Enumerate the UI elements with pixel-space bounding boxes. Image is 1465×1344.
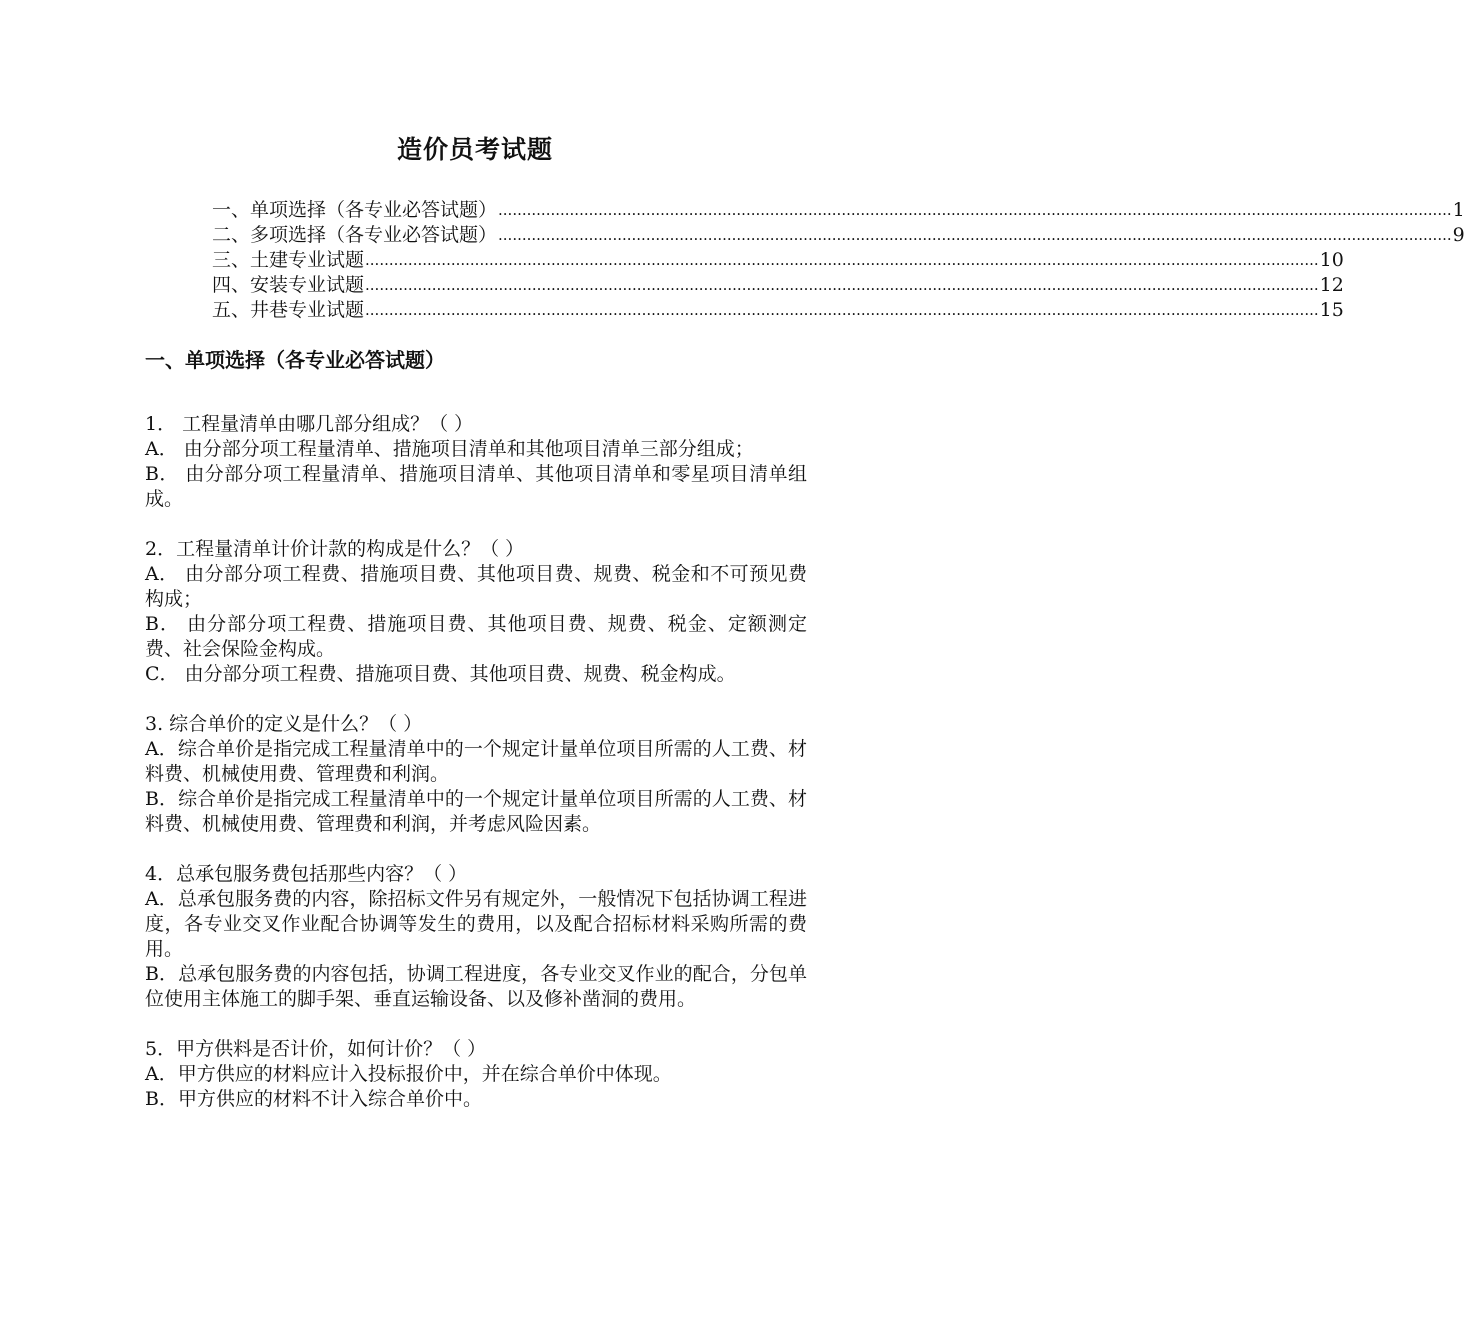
toc-entry-page: 15 [1319, 299, 1344, 321]
answer-option: A． 由分部分项工程量清单、措施项目清单和其他项目清单三部分组成； [145, 438, 754, 460]
question-stem: 1． 工程量清单由哪几部分组成？（ ） [145, 413, 474, 435]
toc-entry[interactable] [212, 248, 1344, 273]
toc-entry[interactable] [212, 298, 1344, 323]
toc-entry-label: 一、单项选择（各专业必答试题） [212, 199, 498, 221]
toc-entry-page: 1 [1452, 199, 1465, 221]
question-list [145, 412, 807, 1137]
toc-entry-page: 9 [1452, 224, 1465, 246]
answer-option: B． 由分部分项工程费、措施项目费、其他项目费、规费、税金、定额测定费、社会保险金构成。 [145, 613, 807, 660]
answer-option: A．综合单价是指完成工程量清单中的一个规定计量单位项目所需的人工费、材料费、机械使用费、管理费和利润。 [145, 738, 807, 785]
toc-entry[interactable] [212, 198, 1465, 223]
page-title: 造价员考试题 [396, 135, 553, 164]
toc-entry-page: 12 [1319, 274, 1344, 296]
toc-entry-label: 四、安装专业试题 [212, 274, 365, 296]
toc-entry-label: 三、土建专业试题 [212, 249, 365, 271]
answer-option: B．综合单价是指完成工程量清单中的一个规定计量单位项目所需的人工费、材料费、机械使用费、管理费和利润，并考虑风险因素。 [145, 788, 807, 835]
toc-leader-dots: ........................................................................................................................................................................................................ [365, 276, 1319, 294]
section-heading: 一、单项选择（各专业必答试题） [145, 348, 445, 372]
toc-leader-dots: ........................................................................................................................................................................................................ [365, 301, 1319, 319]
question-item [145, 862, 807, 1012]
toc-entry-label: 二、多项选择（各专业必答试题） [212, 224, 498, 246]
answer-option: B．甲方供应的材料不计入综合单价中。 [145, 1088, 482, 1110]
question-item [145, 537, 807, 687]
question-item [145, 1037, 807, 1112]
question-item [145, 412, 807, 512]
toc-entry-page: 10 [1319, 249, 1344, 271]
toc-leader-dots: ........................................................................................................................................................................................................ [498, 226, 1452, 244]
toc-entry[interactable] [212, 273, 1344, 298]
question-stem: 4．总承包服务费包括那些内容？（ ） [145, 863, 468, 885]
table-of-contents [212, 198, 1465, 323]
question-stem: 3. 综合单价的定义是什么？（ ） [145, 713, 423, 735]
toc-leader-dots: ........................................................................................................................................................................................................ [365, 251, 1319, 269]
question-stem: 2．工程量清单计价计款的构成是什么？（ ） [145, 538, 525, 560]
question-stem: 5．甲方供料是否计价，如何计价？（ ） [145, 1038, 487, 1060]
answer-option: B． 由分部分项工程量清单、措施项目清单、其他项目清单和零星项目清单组成。 [145, 463, 807, 510]
answer-option: A． 由分部分项工程费、措施项目费、其他项目费、规费、税金和不可预见费构成； [145, 563, 807, 610]
question-item [145, 712, 807, 837]
answer-option: A．甲方供应的材料应计入投标报价中，并在综合单价中体现。 [145, 1063, 672, 1085]
answer-option: A．总承包服务费的内容，除招标文件另有规定外，一般情况下包括协调工程进度，各专业交叉作业配合协调等发生的费用，以及配合招标材料采购所需的费用。 [145, 888, 807, 960]
toc-entry[interactable] [212, 223, 1465, 248]
toc-entry-label: 五、井巷专业试题 [212, 299, 365, 321]
answer-option: C． 由分部分项工程费、措施项目费、其他项目费、规费、税金构成。 [145, 663, 736, 685]
answer-option: B．总承包服务费的内容包括，协调工程进度，各专业交叉作业的配合，分包单位使用主体施工的脚手架、垂直运输设备、以及修补凿洞的费用。 [145, 963, 807, 1010]
toc-leader-dots: ........................................................................................................................................................................................................ [498, 201, 1452, 219]
